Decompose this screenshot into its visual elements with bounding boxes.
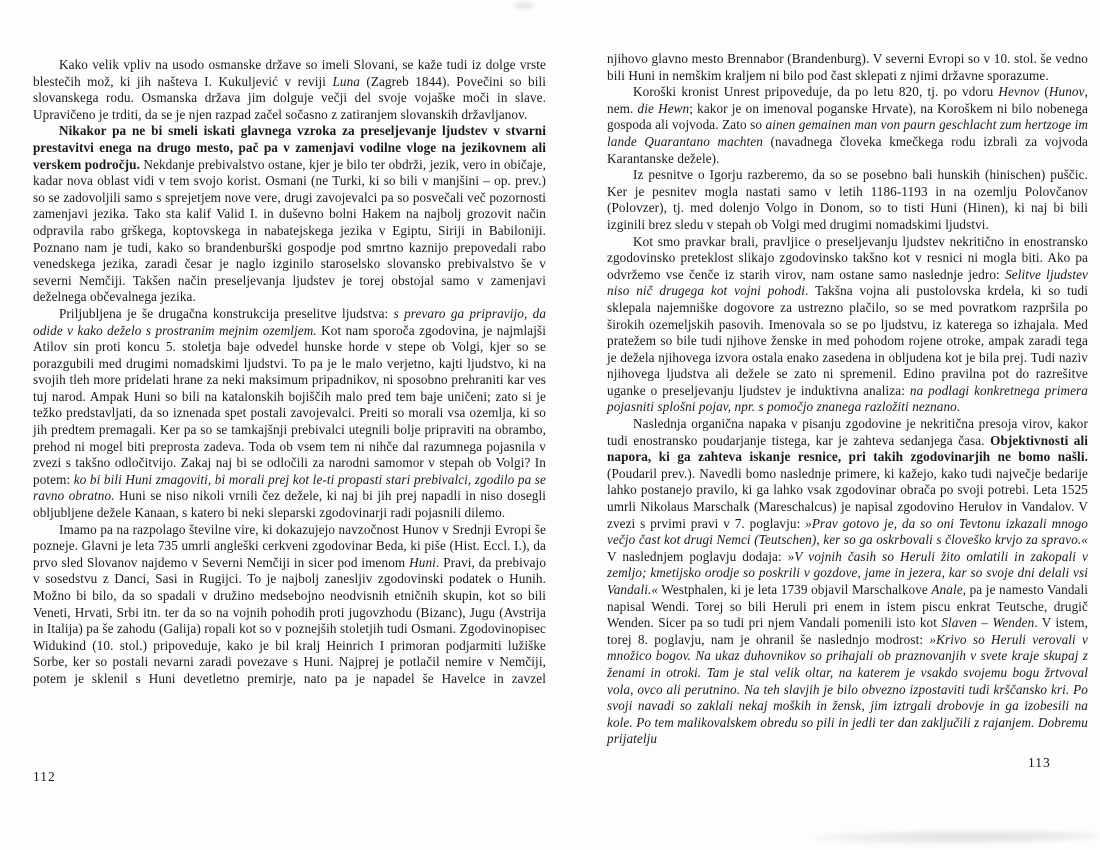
text-run: ko bi bili Huni zmagoviti, bi morali prej kot le-ti propasti stari prebivalci, zgodilo pa se ravno obratno. [33,471,546,504]
text-run: . Pravi, da prebivajo v sosedstvu z Danci, Sasi in Rugijci. To je najbolj zanesljiv zgodovinski podatek o Hunih. Možno bi bilo, da so spadali v družino medsebojno neodvisnih etničnih skupin, kot so bili Veneti, Hrvati, Srbi itn. ter da so na vojnih pohodih proti jugovzhodu (Bizanc), Jugu (Avstrija in Italija) pa še zahodu (Galija) ropali kot so v poznejših stoletjih tudi Osmani. Zgodovinopisec Widukind (10. stol.) pripoveduje, kako je bil kralj Heinrich I primoran podjarmiti lužiške Sorbe, ker so postali nevarni zaradi povezave s Huni. Najprej je potlačil nemire v Nemčiji, potem je sklenil s Huni devetletno premirje, nato pa je napadel še Havelce in zavzel [33,554,547,686]
text-run: Slaven – Wenden [941,615,1035,631]
paragraph [607,84,1088,167]
text-run: ; kakor je on imenoval poganske Hrvate), na Koroškem ni bilo nobenega gospoda ali vojvoda. Zato so [607,100,1088,133]
text-run: Kot smo pravkar brali, pravljice o preseljevanju ljudstev nekritično in enostransko zgodovinsko preteklost slikajo zgodovinsko takšno kot v resnici ni mogla biti. Ako pa odvržemo vse čenče iz starih virov, nam ostane samo naslednje jedro: [607,233,1088,282]
text-run: ainen gemainen man von paurn geschlacht zum hertzoge im lande Quarantano machten [607,117,1088,149]
text-run: Priljubljena je še drugačna konstrukcija preselitve ljudstva: [59,305,394,321]
text-run: Objektivnosti ali napora, ki ga zahteva iskanje resnice, pri takih zgodovinarjih ne bomo našli. [607,432,1088,465]
text-run: , nem. [607,84,1088,116]
text-run: Hunov [1048,84,1085,100]
paragraph [33,306,546,522]
right-page-text [607,51,1088,748]
text-run: (Zagreb 1844). Povečini so bili slovanskega rodu. Osmanska država jim dolguje večji del svoje vojaške moči in slave. Upravičeno je trditi, da se je njen razpad začel sočasno z zatiranjem slovanskih državljanov. [33,73,546,122]
paragraph [33,57,546,123]
text-run: (Poudaril prev.). Navedli bomo naslednje primere, ki kažejo, kako tudi največje bedarije lahko postanejo pravilo, ki ga lahko vsak zgodovinar obrača po svoji potrebi. Leta 1525 umrli Nikolaus Marschalk (Mareschalcus) je napisal zgodovino Herulov in Vandalov. V zvezi s prvimi pravi v 7. poglavju: [607,465,1088,531]
text-run: Anale [931,582,963,597]
right-page-number: 113 [1028,755,1051,770]
text-run: na podlagi konkretnega primera pojasniti splošni pojav, npr. s pomočjo znanega razložiti neznano. [607,382,1088,415]
text-run: Hevnov [998,84,1040,100]
text-run: Selitve ljudstev niso nič drugega kot vojni pohodi [607,266,1089,299]
paragraph [33,522,546,688]
text-run: njihovo glavno mesto Brennabor (Brandenburg). V severni Evropi so v 10. stol. še vedno bili Huni in nemškim kraljem ni bilo pod čast sklepati z njimi državne sporazume. [607,51,1088,83]
text-run: ( [1039,84,1049,100]
scan-speck [514,2,534,9]
text-run: . V istem, torej 8. poglavju, nam je ohranil še naslednjo modrost: [607,615,1088,647]
text-run: . Takšna vojna ali pustolovska krdela, ki so tudi sklepala najemniške dogovore za ustrezno plačilo, so se med povratkom razpršila po širokih ozemeljskih pasovih. Imenovala so se po ljudstvu, iz katerega so izhajala. Med pratežem so bile tudi njihove ženske in med pohodom rojene otroke, ampak zaradi tega je dežela njihovega izvora ostala enako zasedena in obljudena kot je bila prej. Tudi naziv njihovega ljudstva ali dežele se zato ni spremenil. Edino pravilna pot do razrešitve uganke o preseljevanju ljudstev je induktivna analiza: [607,283,1088,398]
text-run: Westphalen, ki je leta 1739 objavil Marschalkove [658,582,932,597]
text-run: Iz pesnitve o Igorju razberemo, da so se posebno bali hunskih (hinischen) puščic. Ker je pesnitev mogla nastati samo v letih 1186-1193 in na ozemlju Polovčanov (Polovzer), tj. med dolenjo Volgo in Donom, so to tisti Huni (Hinen), ki naj bi bili izginili brez sledu v stepah ob Volgi med drugimi nomadskimi ljudstvi. [607,167,1088,232]
text-run: V naslednjem poglavju dodaja: [607,548,788,564]
paragraph [607,51,1088,84]
text-run: Kako velik vpliv na usodo osmanske države so imeli Slovani, se kaže tudi iz dolge vrste blestečih mož, ki jih našteva I. Kukuljević v reviji [33,57,546,89]
text-run: »Prav gotovo je, da so oni Tevtonu izkazali mnogo večjo čast kot drugi Nemci (Teutschen), ker so ga oskrbovali s človeško krvjo za spravo.« [607,515,1088,548]
left-page-text [33,57,546,688]
text-run: Imamo pa na razpolago številne vire, ki dokazujejo navzočnost Hunov v Srednji Evropi še pozneje. Glavni je leta 735 umrli angleški cerkveni zgodovinar Beda, ki piše (Hist. Eccl. I.), da prvo sled Slovanov najdemo v Severni Nemčiji in sicer pod imenom [33,521,546,570]
text-run: »Krivo so Heruli verovali v množico bogov. Na ukaz duhovnikov so prihajali ob praznovanjih v svete kraje skupaj z ženami in otroki. Tam je stal velik oltar, na katerem je vsakdo svojemu bogu žrtvoval vola, ovco ali perutnino. Na teh slavjih je bilo obvezno izpostaviti tudi krščansko kri. Po svoji navadi so zaklali nekaj moških in žensk, jim iztrgali drobovje in ga izobesili na kole. Po tem malikovalskem obredu so pili in jedli ter dan zaključili z rajanjem. Dobremu prijatelju [607,631,1088,747]
text-run: s prevaro ga pripravijo, da odide v kako deželo s prostranim mejnim ozemljem. [33,305,547,338]
paragraph [33,123,546,306]
text-run: die Hewn [637,100,690,116]
left-page-number: 112 [33,769,56,784]
text-run: »V vojnih časih so Heruli žito omlatili in zakopali v zemljo; kmetijsko orodje so poskrili v gozdove, jame in jezera, kar so svoje dni delali vsi Vandali.« [607,548,1088,597]
scan-smudge [810,829,1100,845]
text-run: Luna [332,73,360,89]
text-run: Nikakor pa ne bi smeli iskati glavnega vzroka za preseljevanje ljudstev v stvarni prestavitvi enega na drugo mesto, pač pa v zamenjavi vodilne vloge na jezikovnem ali verskem področju. [33,123,546,172]
text-run: , pa je namesto Vandali napisal Wendi. Torej so bili Heruli pri enem in istem piscu enkrat Teutsche, drugič Wenden. Sicer pa so tudi pri njem Vandali pomenili isto kot [607,582,1088,631]
text-run: Huni se niso nikoli vrnili čez dežele, ki naj bi jih prej napadli in niso dosegli obljubljene dežele Kanaan, s katero bi neki sleparski zgodovinarji radi pojasnili dilemo. [33,488,546,521]
paragraph [607,167,1088,233]
text-run: Naslednja organična napaka v pisanju zgodovine je nekritična presoja virov, kakor tudi enostransko poudarjanje tistega, kar je zahteva sedanjega časa. [607,416,1088,448]
text-run: Huni [409,554,436,570]
text-run: (navadnega človeka kmečkega rodu izbrali za vojvoda Karantanske dežele). [607,133,1088,166]
text-run: Nekdanje prebivalstvo ostane, kjer je bilo ter obdrži, jezik, vero in običaje, kadar nova oblast vidi v tem svojo korist. Osmani (ne Turki, ki so bili v manjšini – op. prev.) so se zadovoljili samo s sprejetjem nove vere, drugi zavojevalci pa so posvečali več pozornosti zamenjavi jezika. Tako sta kalif Valid I. in duševno bolni Hakem na najbolj grozovit način odpravila rabo grškega, koptovskega in nabatejskega jezika v Egiptu, Siriji in Babiloniji. Poznano nam je tudi, kako so brandenburški gospodje pod smrtno kaznijo prepovedali rabo venedskega jezika, zaradi česar je naglo izginilo staroselsko slovansko prebivalstvo še v severni Nemčiji. Takšen način preseljevanja ljudstev je torej obstojal samo v zamenjavi deželnega občevalnega jezika. [33,156,546,305]
text-run: Kot nam sporoča zgodovina, je najmlajši Atilov sin proti koncu 5. stoletja baje odvedel hunske horde v stepe ob Volgi, kjer so se porazgubili med drugimi nomadskimi ljudstvi. To pa je le malo verjetno, kajti ljudstvo, ki na svojih tleh more pridelati hrane za neki maksimum pripadnikov, ni sposobno prehraniti kar ves tuj narod. Ampak Huni so bili na katalonskih bojiščih malo pred tem baje uničeni; zato si je težko predstavljati, da so iznenada spet postali zavojevalci. Preiti so morali vsa ozemlja, ki so jih predtem premagali. Ker pa so se tamkajšnji prebivalci utegnili bolje pripraviti na obrambo, prehod ni mogel biti preprosta zadeva. Toda ob vsem tem ni nihče dal razumnega pojasnila v zvezi s takšno odločitvijo. Zakaj naj bi se odločili za narodni samomor v stepah ob Volgi? In potem: [33,322,547,487]
paragraph [607,416,1088,748]
paragraph [607,234,1088,417]
text-run: Koroški kronist Unrest pripoveduje, da po letu 820, tj. po vdoru [633,84,999,100]
